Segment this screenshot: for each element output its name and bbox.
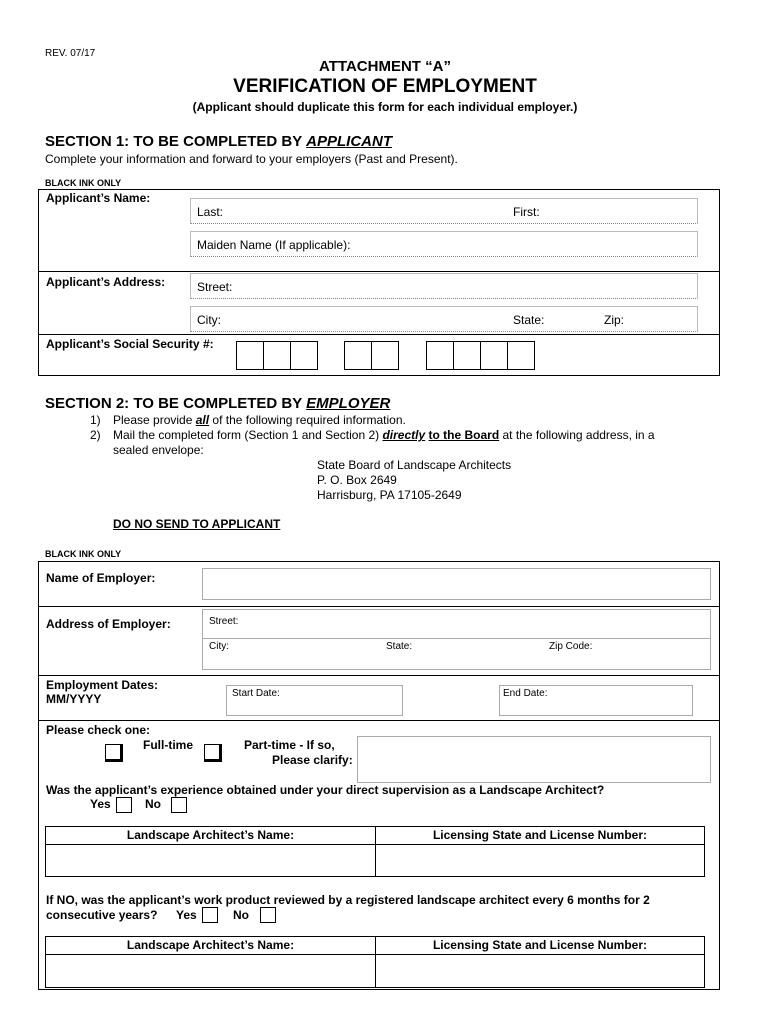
la-name-header: Landscape Architect’s Name: <box>126 828 295 842</box>
ssn-digit-box[interactable] <box>344 341 372 370</box>
section1-instructions: Complete your information and forward to your employers (Past and Present). <box>45 152 458 166</box>
section1-heading: SECTION 1: TO BE COMPLETED BY APPLICANT <box>45 133 392 150</box>
ssn-digit-box[interactable] <box>507 341 535 370</box>
instruction-2: Mail the completed form (Section 1 and Section 2) directly to the Board at the following address, in a <box>113 428 655 442</box>
mailing-address-line3: Harrisburg, PA 17105-2649 <box>317 488 462 502</box>
employer-address-label: Address of Employer: <box>46 617 171 631</box>
divider <box>38 271 720 272</box>
state-label: State: <box>513 313 545 327</box>
date-format-label: MM/YYYY <box>46 692 102 706</box>
table-header-divider <box>45 954 705 955</box>
fulltime-label: Full-time <box>143 738 193 752</box>
license-header: Licensing State and License Number: <box>432 828 648 842</box>
review-question-line2: consecutive years? <box>46 908 158 922</box>
applicant-name-field[interactable] <box>190 198 698 224</box>
ssn-digit-box[interactable] <box>426 341 454 370</box>
employer-street-field[interactable] <box>202 609 711 639</box>
section2-heading: SECTION 2: TO BE COMPLETED BY EMPLOYER <box>45 395 391 412</box>
street-label: Street: <box>197 280 233 294</box>
employer-state-label: State: <box>386 641 413 652</box>
ssn-label: Applicant’s Social Security #: <box>46 337 214 351</box>
no-label: No <box>145 797 161 811</box>
ssn-digit-box[interactable] <box>236 341 264 370</box>
applicant-address-label: Applicant’s Address: <box>46 275 166 289</box>
license-header: Licensing State and License Number: <box>432 938 648 952</box>
page-title: VERIFICATION OF EMPLOYMENT <box>233 76 537 97</box>
instruction-1: Please provide all of the following required information. <box>113 413 406 427</box>
section2-ink-note: BLACK INK ONLY <box>45 549 122 559</box>
do-not-send-warning: DO NO SEND TO APPLICANT <box>113 517 281 531</box>
ssn-digit-box[interactable] <box>290 341 318 370</box>
section2-heading-emphasis: EMPLOYER <box>306 395 391 412</box>
ssn-digit-box[interactable] <box>453 341 481 370</box>
clarify-label: Please clarify: <box>272 753 353 767</box>
zip-label: Zip: <box>604 313 625 327</box>
instruction-2-continued: sealed envelope: <box>113 443 204 457</box>
parttime-clarify-field[interactable] <box>357 736 711 783</box>
applicant-name-label: Applicant’s Name: <box>46 191 151 205</box>
employer-city-state-zip-field[interactable] <box>202 638 711 670</box>
fulltime-checkbox[interactable] <box>105 744 123 762</box>
supervision-no-checkbox[interactable] <box>171 797 187 813</box>
duplicate-note: (Applicant should duplicate this form for each individual employer.) <box>192 100 578 114</box>
first-name-label: First: <box>513 205 540 219</box>
review-question-line1: If NO, was the applicant’s work product reviewed by a registered landscape architect every 6 months for 2 <box>46 893 650 907</box>
divider <box>38 606 720 607</box>
attachment-label: ATTACHMENT “A” <box>319 58 451 75</box>
ssn-digit-box[interactable] <box>371 341 399 370</box>
last-name-label: Last: <box>197 205 224 219</box>
supervision-question: Was the applicant’s experience obtained under your direct supervision as a Landscape Architect? <box>46 783 605 797</box>
yes-label: Yes <box>176 908 197 922</box>
review-yes-checkbox[interactable] <box>202 907 218 923</box>
end-date-label: End Date: <box>503 688 548 699</box>
divider <box>38 334 720 335</box>
table-header-divider <box>45 844 705 845</box>
street-field[interactable] <box>190 273 698 299</box>
parttime-checkbox[interactable] <box>204 744 222 762</box>
instruction-1-number: 1) <box>90 413 101 427</box>
divider <box>38 720 720 721</box>
no-label: No <box>233 908 249 922</box>
mailing-address-line2: P. O. Box 2649 <box>317 473 397 487</box>
maiden-name-label: Maiden Name (If applicable): <box>197 238 351 252</box>
section1-ink-note: BLACK INK ONLY <box>45 178 122 188</box>
employer-name-label: Name of Employer: <box>46 571 156 585</box>
city-label: City: <box>197 313 221 327</box>
employment-dates-label: Employment Dates: <box>46 678 159 692</box>
mailing-address-line1: State Board of Landscape Architects <box>317 458 512 472</box>
parttime-label: Part-time - If so, <box>244 738 335 752</box>
employer-name-field[interactable] <box>202 568 711 600</box>
employer-zip-label: Zip Code: <box>549 641 593 652</box>
la-name-header: Landscape Architect’s Name: <box>126 938 295 952</box>
revision-label: REV. 07/17 <box>45 48 96 59</box>
check-one-label: Please check one: <box>46 723 151 737</box>
review-no-checkbox[interactable] <box>260 907 276 923</box>
instruction-2-number: 2) <box>90 428 101 442</box>
start-date-label: Start Date: <box>232 688 280 699</box>
section1-heading-emphasis: APPLICANT <box>306 133 392 150</box>
employer-city-label: City: <box>209 641 229 652</box>
ssn-digit-box[interactable] <box>263 341 291 370</box>
ssn-digit-box[interactable] <box>480 341 508 370</box>
divider <box>38 675 720 676</box>
supervision-yes-checkbox[interactable] <box>116 797 132 813</box>
yes-label: Yes <box>90 797 111 811</box>
employer-street-label: Street: <box>209 616 239 627</box>
